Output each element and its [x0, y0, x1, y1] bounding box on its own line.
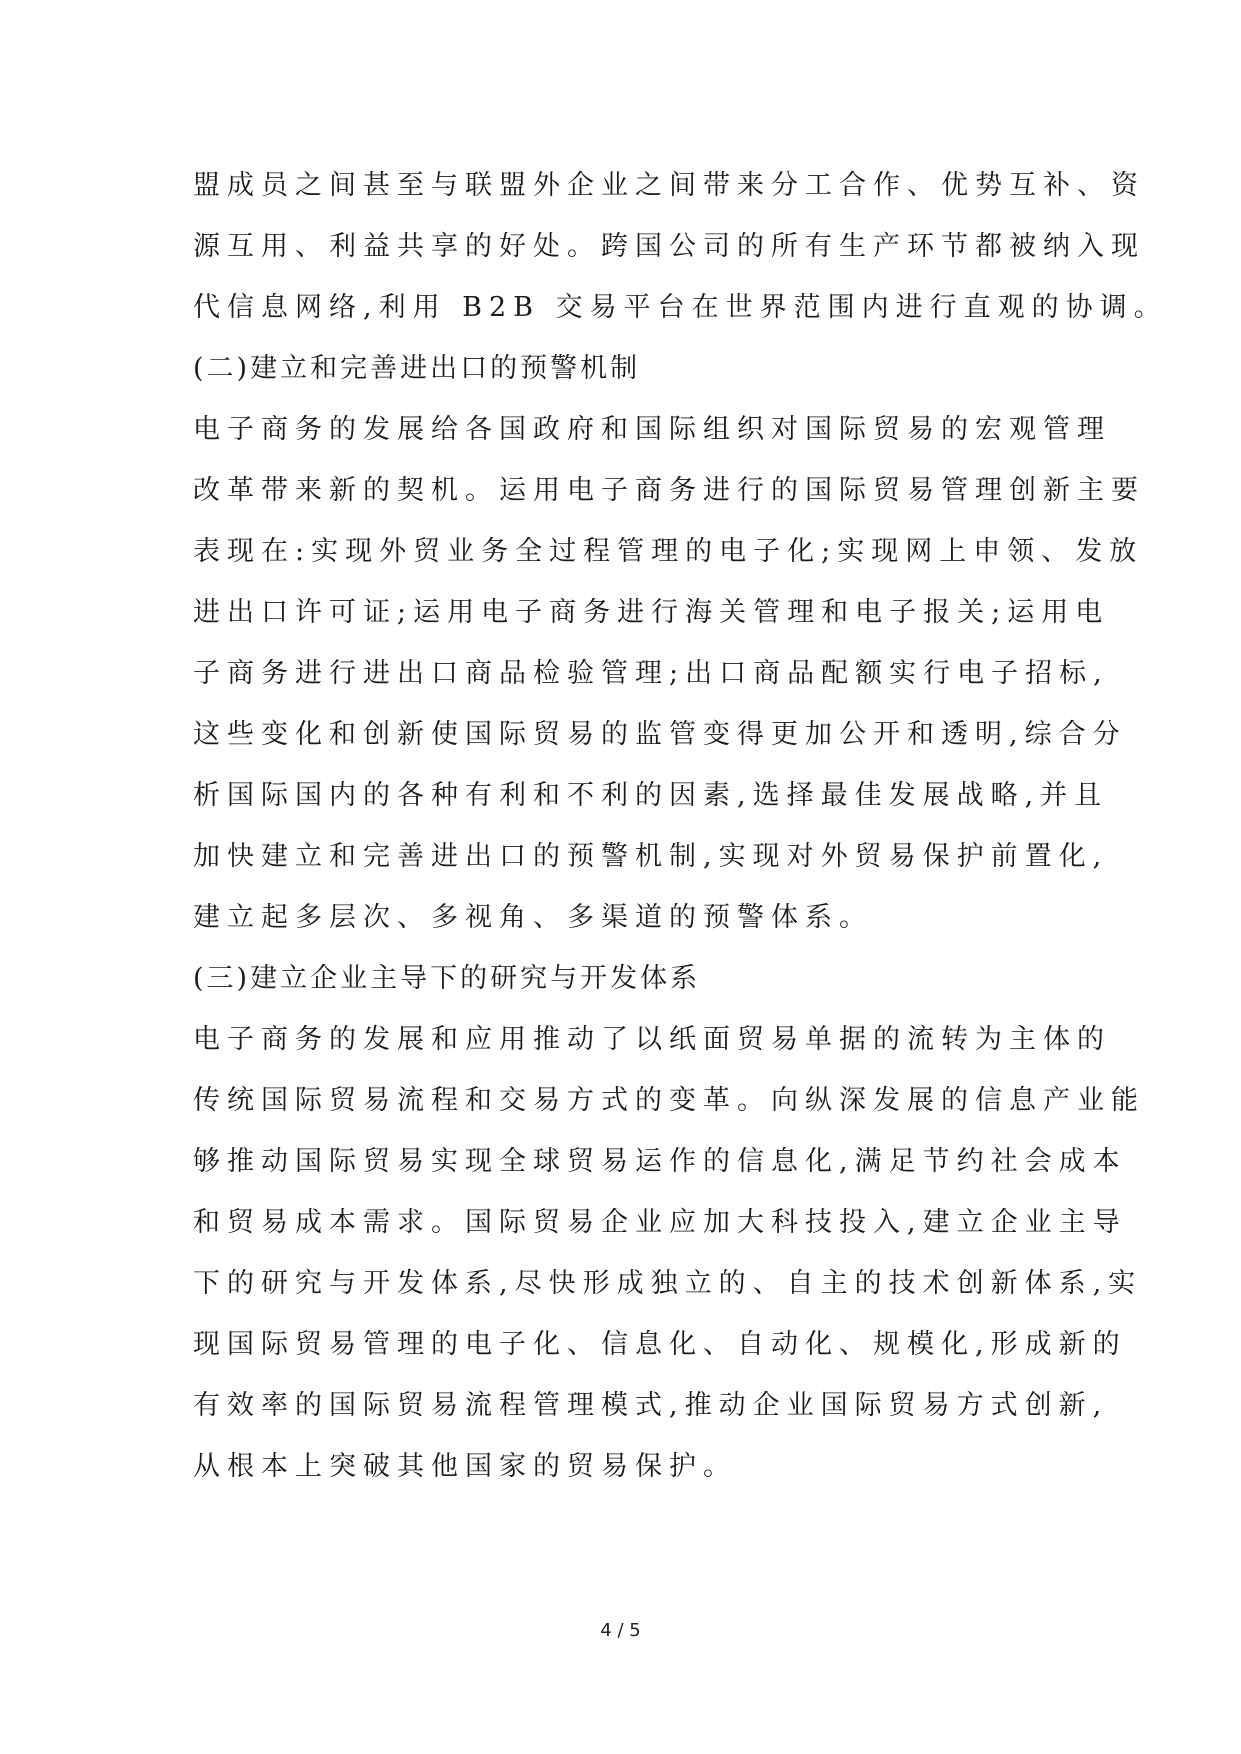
paragraph-line: 建立起多层次、多视角、多渠道的预警体系。 — [193, 902, 873, 933]
paragraph-line: 够推动国际贸易实现全球贸易运作的信息化,满足节约社会成本 — [193, 1146, 1127, 1177]
paragraph-line: 电子商务的发展和应用推动了以纸面贸易单据的流转为主体的 — [193, 1024, 1111, 1055]
paragraph-line: 改革带来新的契机。运用电子商务进行的国际贸易管理创新主要 — [193, 475, 1145, 506]
paragraph-line: 电子商务的发展给各国政府和国际组织对国际贸易的宏观管理 — [193, 414, 1111, 445]
paragraph-line: 和贸易成本需求。国际贸易企业应加大科技投入,建立企业主导 — [193, 1207, 1127, 1238]
section-heading-2: (二)建立和完善进出口的预警机制 — [193, 353, 641, 384]
paragraph-line: 源互用、利益共享的好处。跨国公司的所有生产环节都被纳入现 — [193, 231, 1145, 262]
paragraph-line: 代信息网络,利用 B2B 交易平台在世界范围内进行直观的协调。 — [193, 292, 1168, 323]
section-heading-3: (三)建立企业主导下的研究与开发体系 — [193, 963, 701, 994]
paragraph-line: 进出口许可证;运用电子商务进行海关管理和电子报关;运用电 — [193, 597, 1110, 628]
paragraph-line: 盟成员之间甚至与联盟外企业之间带来分工合作、优势互补、资 — [193, 170, 1145, 201]
paragraph-line: 子商务进行进出口商品检验管理;出口商品配额实行电子招标, — [193, 658, 1109, 689]
paragraph-line: 加快建立和完善进出口的预警机制,实现对外贸易保护前置化, — [193, 841, 1109, 872]
paragraph-line: 传统国际贸易流程和交易方式的变革。向纵深发展的信息产业能 — [193, 1085, 1145, 1116]
paragraph-line: 这些变化和创新使国际贸易的监管变得更加公开和透明,综合分 — [193, 719, 1127, 750]
paragraph-line: 析国际国内的各种有利和不利的因素,选择最佳发展战略,并且 — [193, 780, 1109, 811]
paragraph-line: 从根本上突破其他国家的贸易保护。 — [193, 1451, 737, 1482]
paragraph-line: 现国际贸易管理的电子化、信息化、自动化、规模化,形成新的 — [193, 1329, 1127, 1360]
document-body — [193, 155, 1168, 1497]
paragraph-line: 有效率的国际贸易流程管理模式,推动企业国际贸易方式创新, — [193, 1390, 1109, 1421]
page-number: 4 / 5 — [600, 1620, 641, 1641]
paragraph-line: 下的研究与开发体系,尽快形成独立的、自主的技术创新体系,实 — [193, 1268, 1143, 1299]
paragraph-line: 表现在:实现外贸业务全过程管理的电子化;实现网上申领、发放 — [193, 536, 1144, 567]
